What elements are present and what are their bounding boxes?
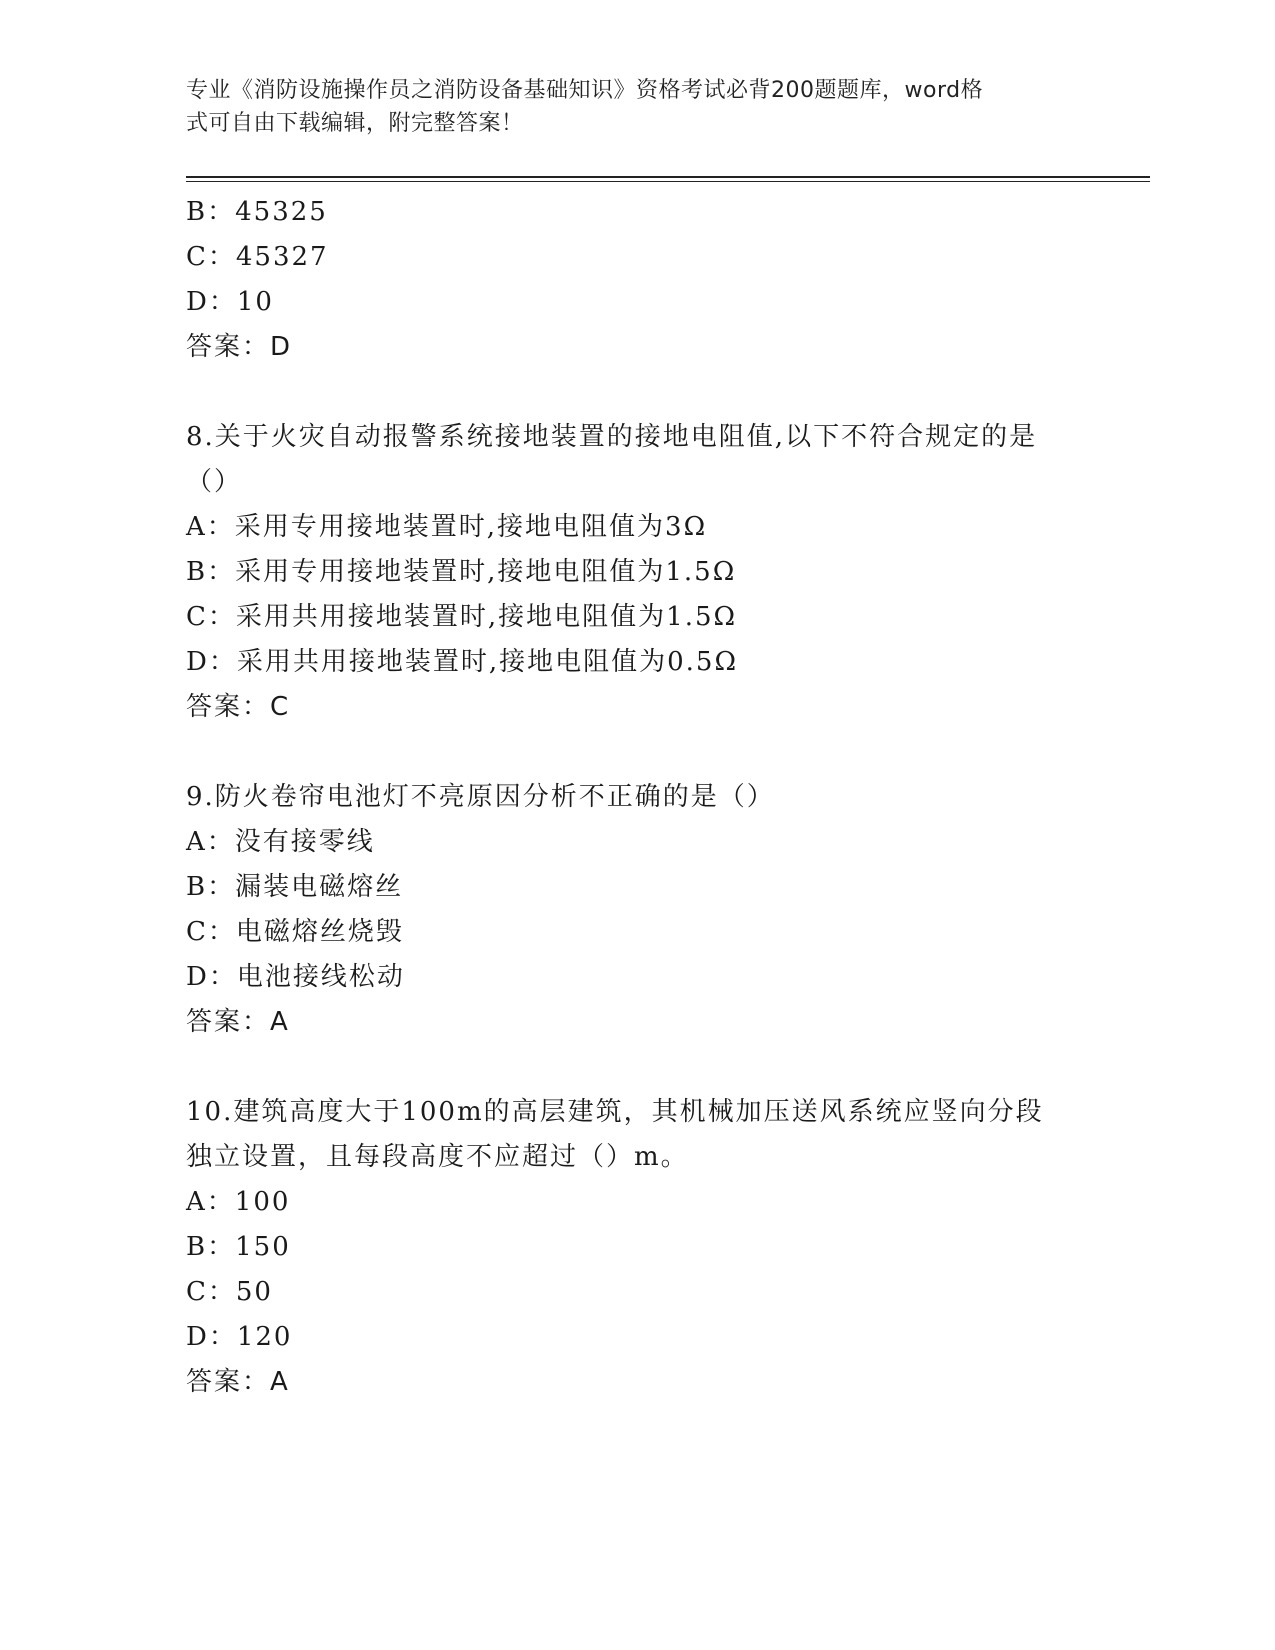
option-a: A：采用专用接地装置时,接地电阻值为3Ω xyxy=(186,512,708,542)
question-stem-cont: 独立设置，且每段高度不应超过（）m。 xyxy=(186,1142,689,1172)
answer: 答案：D xyxy=(186,332,293,362)
question-stem: 8.关于火灾自动报警系统接地装置的接地电阻值,以下不符合规定的是 xyxy=(186,422,1038,452)
option-b: B：150 xyxy=(186,1232,291,1262)
option-b: B：45325 xyxy=(186,197,328,227)
option-b: B：采用专用接地装置时,接地电阻值为1.5Ω xyxy=(186,557,737,587)
option-d: D：电池接线松动 xyxy=(186,962,405,992)
question-9 xyxy=(186,775,1086,1045)
option-b: B：漏装电磁熔丝 xyxy=(186,872,404,902)
document-header xyxy=(186,74,1066,140)
header-rule-thick xyxy=(186,176,1150,178)
answer: 答案：A xyxy=(186,1367,290,1397)
question-7-tail xyxy=(186,190,1086,370)
header-line-1: 专业《消防设施操作员之消防设备基础知识》资格考试必背200题题库，word格 xyxy=(186,78,984,103)
option-d: D：120 xyxy=(186,1322,293,1352)
question-stem-cont: （） xyxy=(186,467,243,497)
header-rule-thin xyxy=(186,181,1150,182)
option-a: A：没有接零线 xyxy=(186,827,375,857)
answer: 答案：A xyxy=(186,1007,290,1037)
option-c: C：50 xyxy=(186,1277,273,1307)
question-list xyxy=(186,190,1086,1405)
option-d: D：10 xyxy=(186,287,274,317)
option-c: C：采用共用接地装置时,接地电阻值为1.5Ω xyxy=(186,602,738,632)
header-line-2: 式可自由下载编辑，附完整答案！ xyxy=(186,111,524,136)
option-c: C：电磁熔丝烧毁 xyxy=(186,917,404,947)
option-c: C：45327 xyxy=(186,242,329,272)
option-d: D：采用共用接地装置时,接地电阻值为0.5Ω xyxy=(186,647,739,677)
answer: 答案：C xyxy=(186,692,291,722)
option-a: A：100 xyxy=(186,1187,291,1217)
question-stem: 10.建筑高度大于100m的高层建筑，其机械加压送风系统应竖向分段 xyxy=(186,1097,1044,1127)
question-8 xyxy=(186,415,1086,730)
question-stem: 9.防火卷帘电池灯不亮原因分析不正确的是（） xyxy=(186,782,775,812)
question-10 xyxy=(186,1090,1086,1405)
